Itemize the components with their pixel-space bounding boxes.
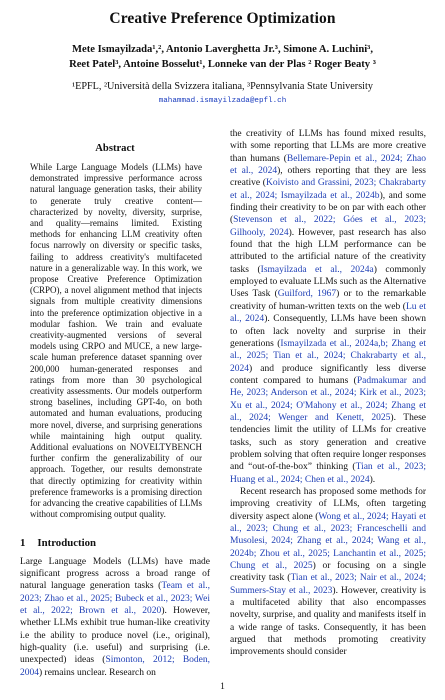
paper-title: Creative Preference Optimization bbox=[109, 10, 336, 27]
citation-link[interactable]: Padmakumar and He, 2023; Anderson et al., 2024; Kirk et al., 2023; Xu et al., 2024; O'Mahony et al., 2024; Zhang et al., 2024; Wenger and Kenett, 2025 bbox=[230, 375, 426, 423]
citation-link[interactable]: Guilford, 1967 bbox=[277, 289, 337, 300]
citation-link[interactable]: Wong et al., 2024; Hayati et al., 2023; Chung et al., 2023; Franceschelli and Musolesi, 2024; Zhang et al., 2024; Wang et al., 2024b; Zhou et al., 2025; Lanchantin et al., 2025; Chung et al., 2025 bbox=[230, 511, 426, 572]
citation-link[interactable]: Ismayilzada et al., 2024a bbox=[260, 264, 374, 275]
right-paragraph-1: the creativity of LLMs has found mixed results, with some reporting that LLMs are more creative than humans (Bellemare-Pepin et al., 2024; Zhao et al., 2024), others reporting that they are less creative (Koivisto and Grassini, 2023; Chakrabarty et al., 2024; Ismayilzada et al., 2024b), and some finding their creativity to be on par with each other (Stevenson et al., 2022; Góes et al., 2023; Gilhooly, 2024). However, past research has also found that the high LLM performance can be attributed to the artificial nature of the creativity tasks (Ismayilzada et al., 2024a) commonly employed to evaluate LLMs such as the Alternative Uses Task (Guilford, 1967) or to the remarkable creativity of human-written texts on the web (Lu et al., 2024). Consequently, LLMs have been shown to often lack novelty and surprise in their generations (Ismayilzada et al., 2024a,b; Zhang et al., 2025; Tian et al., 2024; Chakrabarty et al., 2024) and produce significantly less diverse content compared to humans (Padmakumar and He, 2023; Anderson et al., 2024; Kirk et al., 2023; Xu et al., 2024; O'Mahony et al., 2024; Zhang et al., 2024; Wenger and Kenett, 2025). These tendencies limit the utility of LLMs for creative tasks, such as story generation and creative problem solving that often require longer responses and “out-of-the-box” thinking (Tian et al., 2023; Huang et al., 2024; Chen et al., 2024). bbox=[230, 129, 427, 485]
section-number: 1 bbox=[20, 536, 26, 549]
affiliations: ¹EPFL, ²Università della Svizzera italiana, ³Pennsylvania State University bbox=[72, 81, 373, 92]
citation-link[interactable]: Lu et al., 2024 bbox=[230, 301, 426, 325]
abstract-text: While Large Language Models (LLMs) have demonstrated impressive performance across natural language generation tasks, their ability to generate truly creative content—characterized by novelty, diversity, surprise, and quality—remains limited. Existing methods for enhancing LLM creativity often focus narrowly on diversity or specific tasks, failing to address creativity's multifaceted nature in a generalizable way. In this work, we propose Creative Preference Optimization (CRPO), a novel alignment method that injects signals from multiple creativity dimensions into the preference optimization objective in a modular fashion. We train and evaluate creativity-augmented versions of several models using CRPO and MUCE, a new large-scale human preference dataset spanning over 200,000 human-generated responses and ratings from more than 30 psychological creativity assessments. Our models outperform strong baselines, including GPT-4o, on both automated and human evaluations, producing more novel, diverse, and surprising generations while maintaining high output quality. Additional evaluations on NOVELTYBENCH further confirm the generalizability of our approach. Together, our results demonstrate that directly optimizing for creativity within preference frameworks is a promising direction for advancing the creative capabilities of LLMs without compromising output quality. bbox=[30, 162, 202, 520]
citation-link[interactable]: Team et al., 2023; Zhao et al., 2025; Bubeck et al., 2023; Wei et al., 2022; Brown et al., 2020 bbox=[20, 581, 210, 616]
authors-line-1: Mete Ismayilzada¹,², Antonio Laverghetta Jr.³, Simone A. Luchini³, bbox=[72, 44, 373, 55]
citation-link[interactable]: Koivisto and Grassini, 2023; Chakrabarty et al., 2024; Ismayilzada et al., 2024b bbox=[230, 178, 426, 201]
right-paragraph-2: Recent research has proposed some methods for improving creativity of LLMs, often targeting diversity aspect alone (Wong et al., 2024; Hayati et al., 2023; Chung et al., 2023; Franceschelli and Musolesi, 2024; Zhang et al., 2024; Wang et al., 2024b; Zhou et al., 2025; Lanchantin et al., 2025; Chung et al., 2025) or focusing on a single creativity task (Tian et al., 2023; Nair et al., 2024; Summers-Stay et al., 2023). However, creativity is a multifaceted ability that also encompasses novelty, surprise, and quality and manifests itself in a wide range of tasks. Consequently, it has been argued that methods promoting creativity improvements should consider bbox=[230, 486, 426, 658]
citation-link[interactable]: Bellemare-Pepin et al., 2024; Zhao et al., 2024 bbox=[230, 153, 426, 177]
section-heading-introduction bbox=[20, 537, 210, 549]
authors-line-2: Reet Patel³, Antoine Bosselut¹, Lonneke van der Plas ² Roger Beaty ³ bbox=[69, 59, 376, 70]
author-list bbox=[20, 42, 425, 72]
section-title: Introduction bbox=[37, 536, 97, 549]
abstract-heading: Abstract bbox=[95, 143, 135, 154]
citation-link[interactable]: Tian et al., 2023; Huang et al., 2024; Chen et al., 2024 bbox=[230, 462, 426, 485]
citation-link[interactable]: Ismayilzada et al., 2024a,b; Zhang et al., 2025; Tian et al., 2024; Chakrabarty et al., 2024 bbox=[230, 338, 427, 374]
contact-email[interactable]: mahammad.ismayilzada@epfl.ch bbox=[158, 97, 287, 105]
citation-link[interactable]: Stevenson et al., 2022; Góes et al., 2023; Gilhooly, 2024 bbox=[230, 215, 426, 238]
page-number: 1 bbox=[220, 682, 225, 692]
intro-paragraph-1: Large Language Models (LLMs) have made significant progress across a broad range of natural language generation tasks (Team et al., 2023; Zhao et al., 2025; Bubeck et al., 2023; Wei et al., 2022; Brown et al., 2020). However, whether LLMs exhibit true human-like creativity i.e the ability to produce novel (i.e., original), high-quality (i.e. useful) and surprising (i.e. unexpected) ideas (Simonton, 2012; Boden, 2004) remains unclear. Research on bbox=[20, 556, 210, 678]
left-column bbox=[20, 128, 210, 679]
right-column bbox=[230, 128, 426, 659]
citation-link[interactable]: Tian et al., 2023; Nair et al., 2024; Summers-Stay et al., 2023 bbox=[230, 573, 426, 596]
citation-link[interactable]: Simonton, 2012; Boden, 2004 bbox=[20, 655, 210, 678]
